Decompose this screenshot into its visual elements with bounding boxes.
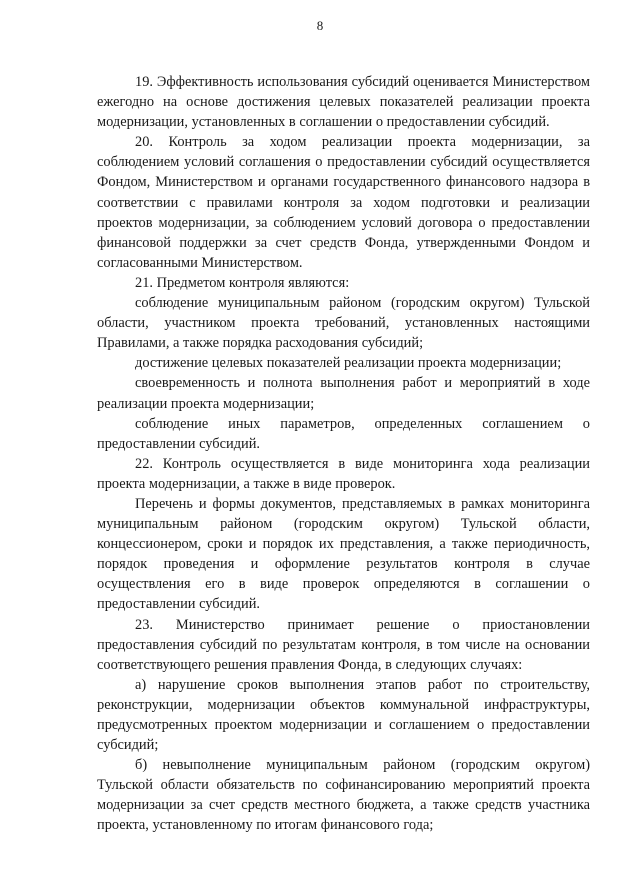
paragraph-19: 19. Эффективность использования субсидий оценивается Министерством ежегодно на основе достижения целевых показателей реализации проекта модернизации, установленных в соглашении о предоставлении субсидий. — [97, 74, 590, 131]
paragraph-22-documents: Перечень и формы документов, представляемых в рамках мониторинга муниципальным районом (городским округом) Тульской области, концессионером, сроки и порядок их представления, а также периодичность, порядок проведения и оформление результатов контроля в случае осуществления его в виде проверок определяются в соглашении о предоставлении субсидий. — [97, 495, 590, 613]
paragraph-21-item-targets: достижение целевых показателей реализации проекта модернизации; — [135, 355, 562, 372]
paragraph-21-heading: 21. Предметом контроля являются: — [135, 274, 350, 291]
paragraph-21-item-other-parameters: соблюдение иных параметров, определенных соглашением о предоставлении субсидий. — [97, 415, 590, 452]
paragraph-20: 20. Контроль за ходом реализации проекта модернизации, за соблюдением условий соглашения о предоставлении субсидий осуществляется Фондом, Министерством и органами государственного финансового надзора в соответствии с правилами контроля за ходом подготовки и реализации проектов модернизации, за соблюдением условий договора о предоставлении финансовой поддержки за счет средств Фонда, утвержденными Фондом и согласованными Министерством. — [97, 134, 590, 271]
document-body — [97, 72, 590, 836]
paragraph-21-item-timeliness: своевременность и полнота выполнения работ и мероприятий в ходе реализации проекта модернизации; — [97, 375, 590, 412]
paragraph-23: 23. Министерство принимает решение о приостановлении предоставления субсидий по результатам контроля, в том числе на основании соответствующего решения правления Фонда, в следующих случаях: — [97, 616, 590, 673]
paragraph-21-item-compliance: соблюдение муниципальным районом (городским округом) Тульской области, участником проекта требований, установленных настоящими Правилами, а также порядка расходования субсидий; — [97, 295, 590, 352]
paragraph-23-item-a: а) нарушение сроков выполнения этапов работ по строительству, реконструкции, модернизации объектов коммунальной инфраструктуры, предусмотренных проектом модернизации и соглашением о предоставлении субсидий; — [97, 676, 590, 754]
page-number: 8 — [316, 18, 324, 33]
paragraph-23-item-b: б) невыполнение муниципальным районом (городским округом) Тульской области обязательств по софинансированию мероприятий проекта модернизации за счет средств местного бюджета, а также средств участника проекта, установленному по итогам финансового года; — [97, 757, 590, 834]
paragraph-22: 22. Контроль осуществляется в виде мониторинга хода реализации проекта модернизации, а также в виде проверок. — [97, 455, 590, 492]
